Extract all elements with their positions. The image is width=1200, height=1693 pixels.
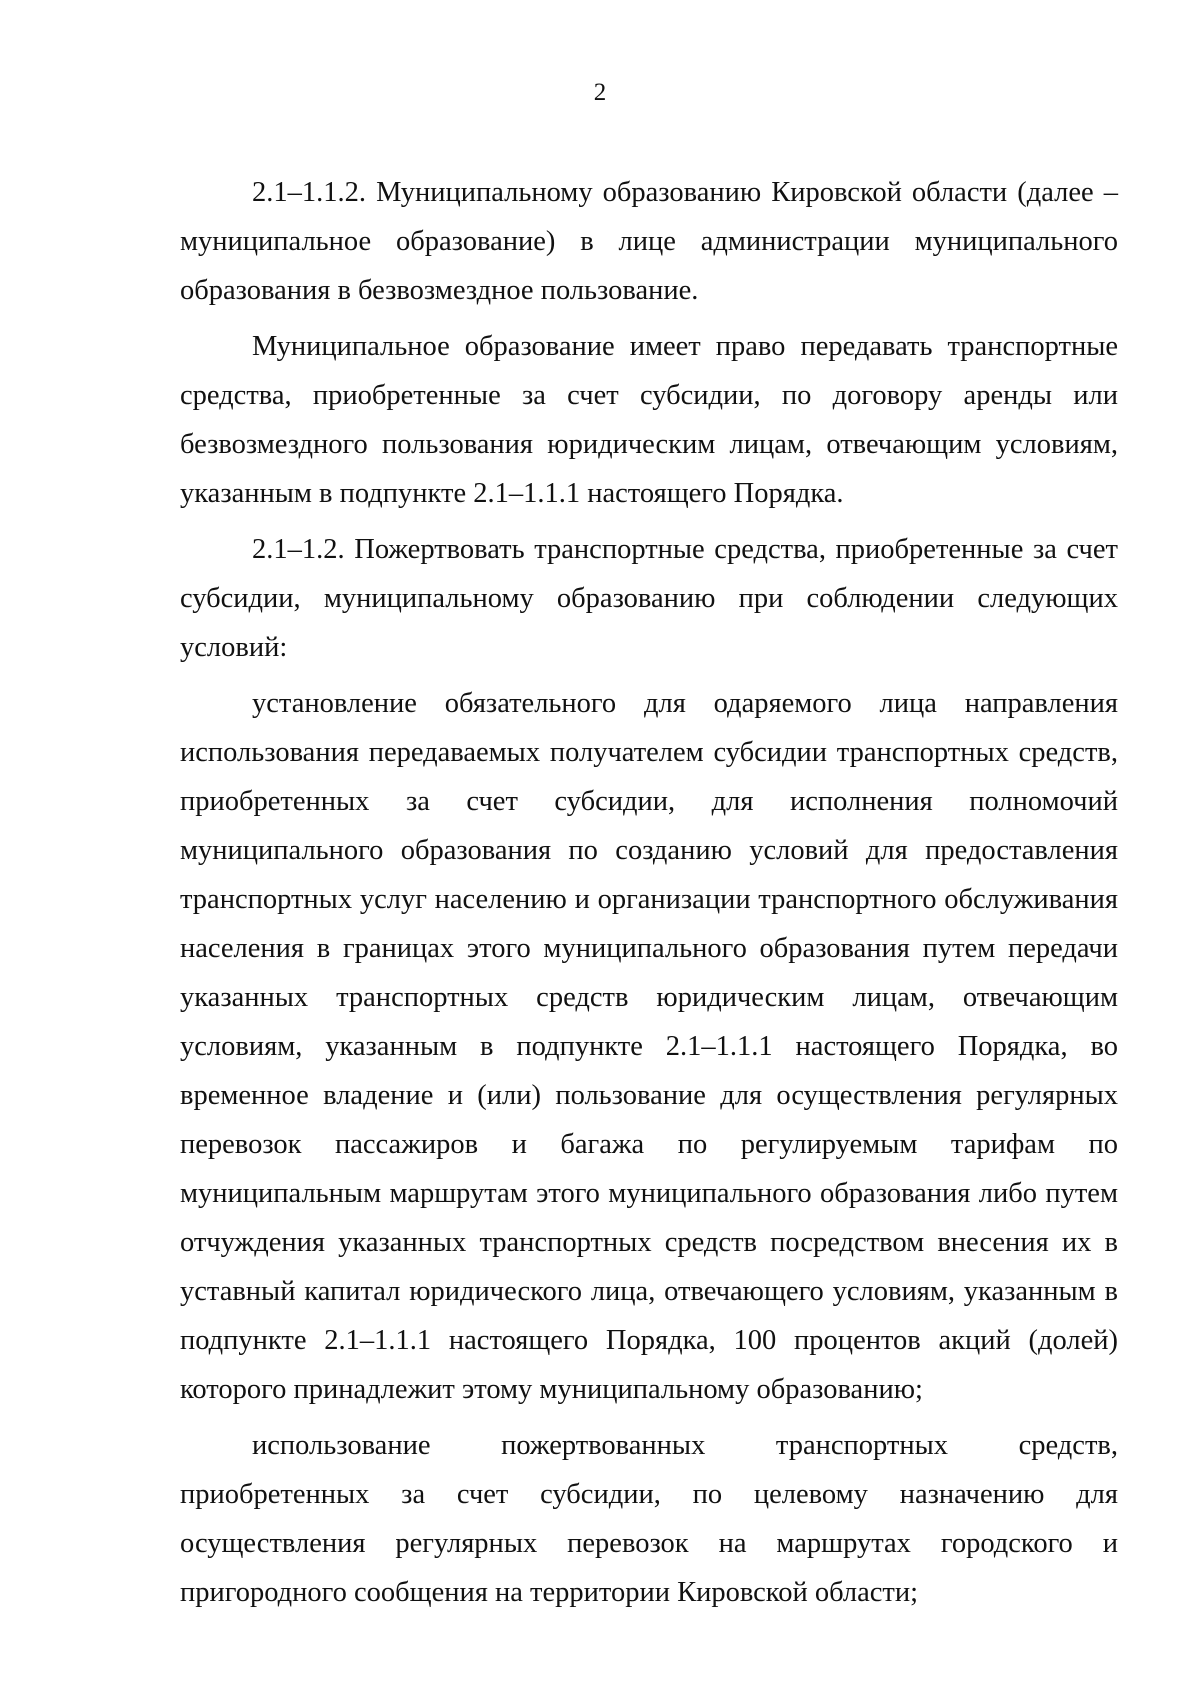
document-body [180,168,1118,1624]
paragraph-2-1-1-1-2: 2.1–1.1.2. Муниципальному образованию Кировской области (далее – муниципальное образование) в лице администрации муниципального образования в безвозмездное пользование. [180,177,1118,306]
paragraph-transfer-right: Муниципальное образование имеет право передавать транспортные средства, приобретенные за счет субсидии, по договору аренды или безвозмездного пользования юридическим лицам, отвечающим условиям, указанным в подпункте 2.1–1.1.1 настоящего Порядка. [180,331,1118,509]
paragraph-condition-targeted-use: использование пожертвованных транспортных средств, приобретенных за счет субсидии, по целевому назначению для осуществления регулярных перевозок на маршрутах городского и пригородного сообщения на территории Кировской области; [180,1430,1118,1608]
paragraph-2-1-1-2: 2.1–1.2. Пожертвовать транспортные средства, приобретенные за счет субсидии, муниципальному образованию при соблюдении следующих условий: [180,534,1118,663]
paragraph-condition-usage-direction: установление обязательного для одаряемого лица направления использования передаваемых получателем субсидии транспортных средств, приобретенных за счет субсидии, для исполнения полномочий муниципального образования по созданию условий для предоставления транспортных услуг населению и организации транспортного обслуживания населения в границах этого муниципального образования путем передачи указанных транспортных средств юридическим лицам, отвечающим условиям, указанным в подпункте 2.1–1.1.1 настоящего Порядка, во временное владение и (или) пользование для осуществления регулярных перевозок пассажиров и багажа по регулируемым тарифам по муниципальным маршрутам этого муниципального образования либо путем отчуждения указанных транспортных средств посредством внесения их в уставный капитал юридического лица, отвечающего условиям, указанным в подпункте 2.1–1.1.1 настоящего Порядка, 100 процентов акций (долей) которого принадлежит этому муниципальному образованию; [180,688,1118,1405]
page-number: 2 [593,79,607,106]
